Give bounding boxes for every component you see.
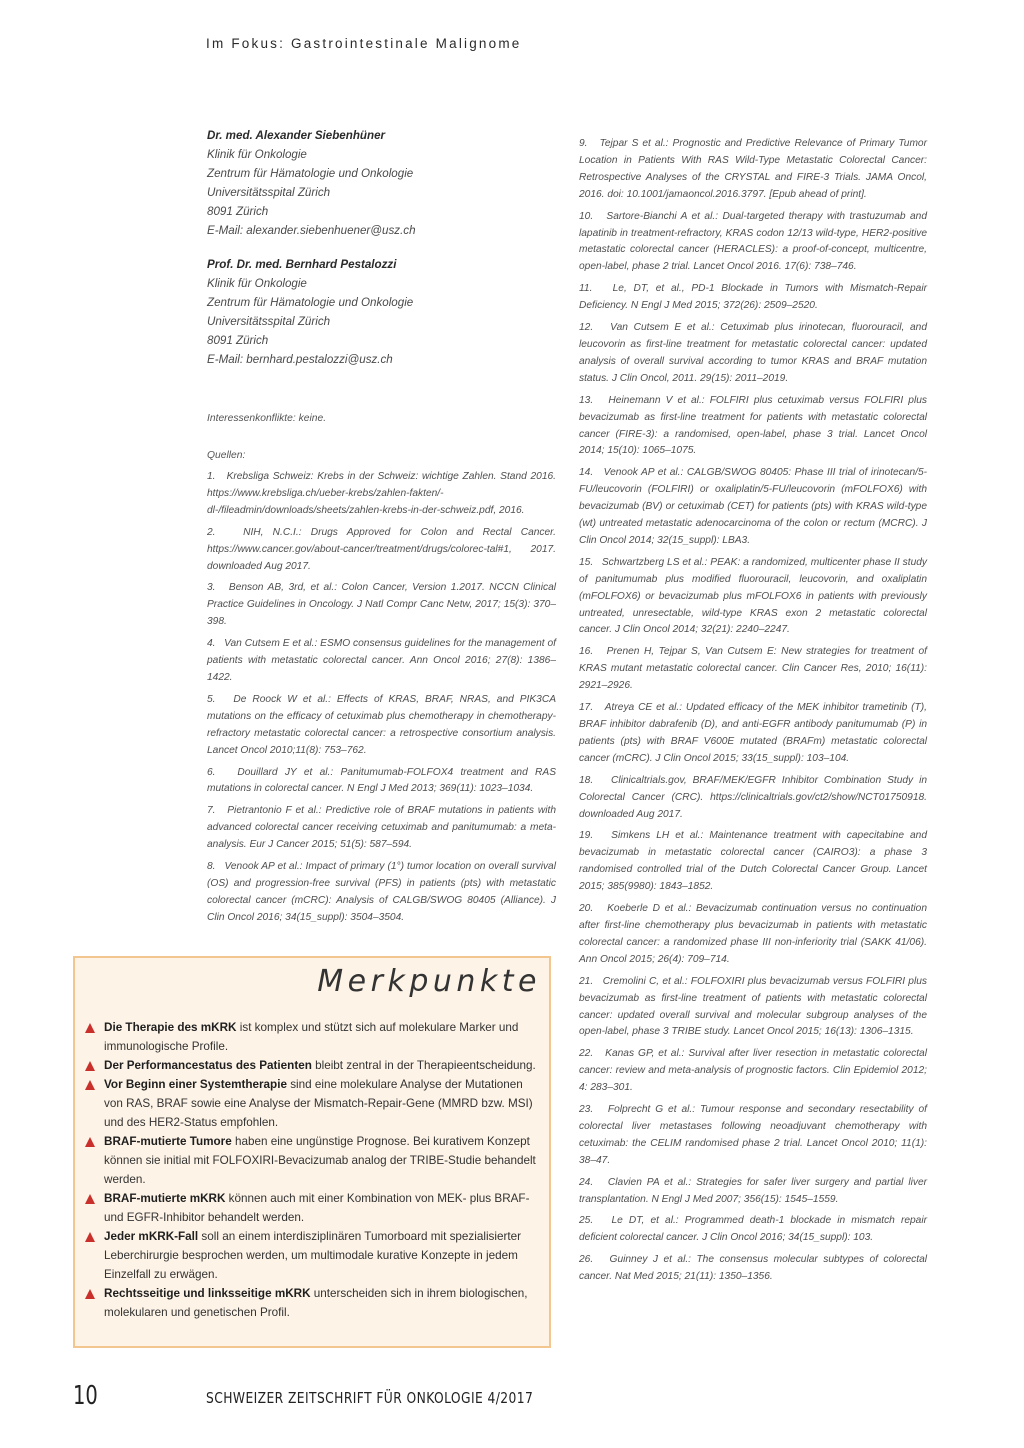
reference-item: 24. Clavien PA et al.: Strategies for safer liver surgery and partial liver transplantation. N Engl J Med 2007; 356(15): 1545–1559. [579, 1176, 927, 1205]
author-line: Klinik für Onkologie [207, 277, 307, 290]
key-point-item [85, 1189, 540, 1227]
key-point-text: können auch mit einer Kombination von MEK- plus BRAF- und EGFR-Inhibitor behandelt werden. [104, 1192, 530, 1224]
reference-item: 15. Schwartzberg LS et al.: PEAK: a randomized, multicenter phase II study of panitumumab plus modified fluorouracil, leucovorin, and oxaliplatin (mFOLFOX6) or bevacizumab plus mFOLFOX6 in patients with previously untreated, unresectable, wild-type KRAS exon 2 metastatic colorectal cancer. J Clin Oncol 2014; 32(21): 2240–2247. [579, 556, 927, 636]
reference-item: 11. Le, DT, et al., PD-1 Blockade in Tumors with Mismatch-Repair Deficiency. N Engl J Med 2015; 372(26): 2509–2520. [579, 283, 927, 312]
triangle-bullet-icon [85, 1289, 95, 1299]
reference-item: 7. Pietrantonio F et al.: Predictive role of BRAF mutations in patients with advanced colorectal cancer receiving cetuximab and panitumumab: a meta-analysis. Eur J Cancer 2015; 51(5): 587–594. [207, 805, 556, 851]
key-point-lead: BRAF-mutierte Tumore [104, 1135, 232, 1148]
author-email: E-Mail: alexander.siebenhuener@usz.ch [207, 224, 416, 237]
key-point-lead: BRAF-mutierte mKRK [104, 1192, 226, 1205]
reference-item: 17. Atreya CE et al.: Updated efficacy of the MEK inhibitor trametinib (T), BRAF inhibitor dabrafenib (D), and anti-EGFR antibody panitumumab (P) in patients (pts) with BRAF V600E mutated (BRAFm) metastatic colorectal cancer (mCRC). J Clin Oncol 2015; 33(15_suppl): 103–104. [579, 702, 927, 764]
key-point-text: sind eine molekulare Analyse der Mutationen von RAS, BRAF sowie eine Analyse der Mismatch-Repair-Gene (MMRD bzw. MSI) und des HER2-Status empfohlen. [104, 1078, 533, 1129]
key-points-list [85, 1018, 540, 1322]
triangle-bullet-icon [85, 1137, 95, 1147]
key-point-lead: Vor Beginn einer Systemtherapie [104, 1078, 287, 1091]
author-name: Prof. Dr. med. Bernhard Pestalozzi [207, 258, 397, 271]
author-line: Zentrum für Hämatologie und Onkologie [207, 167, 414, 180]
key-point-item [85, 1132, 540, 1189]
reference-item: 12. Van Cutsem E et al.: Cetuximab plus irinotecan, fluorouracil, and leucovorin as first-line treatment for metastatic colorectal cancer: updated analysis of overall survival according to tumor KRAS and BRAF mutation status. J Clin Oncol, 2011. 29(15): 2011–2019. [579, 322, 927, 384]
key-point-item [85, 1284, 540, 1322]
left-column [207, 126, 556, 932]
reference-item: 4. Van Cutsem E et al.: ESMO consensus guidelines for the management of patients with metastatic colorectal cancer. Ann Oncol 2016; 27(8): 1386–1422. [207, 638, 556, 683]
sources-heading: Quellen: [207, 450, 246, 461]
key-point-text: bleibt zentral in der Therapieentscheidung. [311, 1059, 536, 1072]
reference-item: 19. Simkens LH et al.: Maintenance treatment with capecitabine and bevacizumab in metastatic colorectal cancer (CAIRO3): a phase 3 randomised controlled trial of the Dutch Colorectal Cancer Group. Lancet 2015; 385(9980): 1843–1852. [579, 830, 927, 893]
reference-item: 3. Benson AB, 3rd, et al.: Colon Cancer, Version 1.2017. NCCN Clinical Practice Guidelines in Oncology. J Natl Compr Canc Netw, 2017; 15(3): 370–398. [207, 582, 556, 628]
triangle-bullet-icon [85, 1061, 95, 1071]
right-column [579, 136, 927, 1291]
reference-item: 23. Folprecht G et al.: Tumour response and secondary resectability of colorectal liver metastases following neoadjuvant chemotherapy with cetuximab: the CELIM randomised phase 2 trial. Lancet Oncol 2010; 11(1): 38–47. [579, 1104, 927, 1166]
author-block [207, 255, 556, 369]
author-name: Dr. med. Alexander Siebenhüner [207, 129, 386, 142]
author-line: Universitätsspital Zürich [207, 186, 331, 199]
reference-item: 26. Guinney J et al.: The consensus molecular subtypes of colorectal cancer. Nat Med 2015; 21(11): 1350–1356. [579, 1254, 927, 1283]
reference-item: 16. Prenen H, Tejpar S, Van Cutsem E: New strategies for treatment of KRAS mutant metastatic colorectal cancer. Clin Cancer Res, 2010; 16(11): 2921–2926. [579, 646, 927, 692]
author-line: 8091 Zürich [207, 205, 269, 218]
key-points-box [73, 956, 551, 1348]
author-block [207, 126, 556, 240]
key-point-lead: Jeder mKRK-Fall [104, 1230, 199, 1243]
reference-item: 9. Tejpar S et al.: Prognostic and Predictive Relevance of Primary Tumor Location in Patients With RAS Wild-Type Metastatic Colorectal Cancer: Retrospective Analyses of the CRYSTAL and FIRE-3 Trials. JAMA Oncol, 2016. doi: 10.1001/jamaoncol.2016.3797. [Epub ahead of print]. [579, 138, 927, 200]
author-line: Klinik für Onkologie [207, 148, 307, 161]
key-point-text: ist komplex und stützt sich auf molekulare Marker und immunologische Profile. [104, 1021, 519, 1053]
running-header: Im Fokus: Gastrointestinale Malignome [206, 36, 522, 51]
key-point-item [85, 1227, 540, 1284]
reference-item: 10. Sartore-Bianchi A et al.: Dual-targeted therapy with trastuzumab and lapatinib in treatment-refractory, KRAS codon 12/13 wild-type, HER2-positive metastatic colorectal cancer (HERACLES): a proof-of-concept, multicentre, open-label, phase 2 trial. Lancet Oncol 2016. 17(6): 738–746. [579, 210, 927, 273]
key-point-lead: Der Performancestatus des Patienten [104, 1059, 312, 1072]
triangle-bullet-icon [85, 1232, 95, 1242]
key-point-item [85, 1056, 540, 1075]
reference-list-left [207, 469, 556, 927]
author-line: 8091 Zürich [207, 334, 269, 347]
triangle-bullet-icon [85, 1080, 95, 1090]
author-line: Zentrum für Hämatologie und Onkologie [207, 296, 414, 309]
author-line: Universitätsspital Zürich [207, 315, 331, 328]
page-number: 10 [73, 1381, 98, 1411]
key-point-text: soll an einem interdisziplinären Tumorboard mit spezialisierter Leberchirurgie besprochen werden, um multimodale kurative Konzepte in jedem Einzelfall zu erwägen. [104, 1230, 522, 1281]
key-point-item [85, 1018, 540, 1056]
journal-name: SCHWEIZER ZEITSCHRIFT FÜR ONKOLOGIE 4/2017 [206, 1389, 534, 1407]
reference-item: 13. Heinemann V et al.: FOLFIRI plus cetuximab versus FOLFIRI plus bevacizumab as first-line treatment for patients with metastatic colorectal cancer (FIRE-3): a randomised, open-label, phase 3 trial. Lancet Oncol 2014; 15(10): 1065–1075. [579, 394, 927, 457]
reference-item: 5. De Roock W et al.: Effects of KRAS, BRAF, NRAS, and PIK3CA mutations on the efficacy of cetuximab plus chemotherapy in chemotherapy-refractory metastatic colorectal cancer: a retrospective consortium analysis. Lancet Oncol 2010;11(8): 753–762. [207, 693, 556, 756]
key-point-lead: Rechtsseitige und linksseitige mKRK [104, 1287, 311, 1300]
conflict-of-interest: Interessenkonflikte: keine. [207, 413, 327, 424]
key-point-lead: Die Therapie des mKRK [104, 1021, 237, 1034]
key-point-item [85, 1075, 540, 1132]
reference-item: 2. NIH, N.C.I.: Drugs Approved for Colon and Rectal Cancer. https://www.cancer.gov/about-cancer/treatment/drugs/colorec-tal#1, 2017. downloaded Aug 2017. [207, 526, 556, 572]
reference-item: 18. Clinicaltrials.gov, BRAF/MEK/EGFR Inhibitor Combination Study in Colorectal Cancer (CRC). https://clinicaltrials.gov/ct2/show/NCT01750918. downloaded Aug 2017. [579, 774, 927, 820]
reference-list-right [579, 136, 927, 1286]
reference-item: 1. Krebsliga Schweiz: Krebs in der Schweiz: wichtige Zahlen. Stand 2016. https://www.krebsliga.ch/ueber-krebs/zahlen-fakten/-dl-/fileadmin/downloads/sheets/zahlen-krebs-in-der-schweiz.pdf, 2016. [207, 471, 556, 516]
triangle-bullet-icon [85, 1023, 95, 1033]
key-point-text: haben eine ungünstige Prognose. Bei kurativem Konzept können sie initial mit FOLFOXIRI-Bevacizumab analog der TRIBE-Studie behandelt werden. [104, 1135, 536, 1186]
reference-item: 20. Koeberle D et al.: Bevacizumab continuation versus no continuation after first-line chemotherapy plus bevacizumab in patients with metastatic colorectal cancer: a randomized phase III non-inferiority trial (SAKK 41/06). Ann Oncol 2015; 26(4): 709–714. [579, 903, 927, 965]
reference-item: 21. Cremolini C, et al.: FOLFOXIRI plus bevacizumab versus FOLFIRI plus bevacizumab as first-line treatment of patients with metastatic colorectal cancer: updated overall survival and molecular subgroup analyses of the open-label, phase 3 TRIBE study. Lancet Oncol 2015; 16(13): 1306–1315. [579, 975, 927, 1038]
reference-item: 6. Douillard JY et al.: Panitumumab-FOLFOX4 treatment and RAS mutations in colorectal cancer. N Engl J Med 2013; 369(11): 1023–1034. [207, 766, 556, 795]
reference-item: 14. Venook AP et al.: CALGB/SWOG 80405: Phase III trial of irinotecan/5-FU/leucovorin (FOLFIRI) or oxaliplatin/5-FU/leucovorin (mFOLFOX6) with bevacizumab (BV) or cetuximab (CET) for patients (pts) with KRAS wild-type (wt) untreated metastatic adenocarcinoma of the colon or rectum (MCRC). J Clin Oncol 2014; 32(15_suppl): LBA3. [579, 467, 927, 546]
key-point-text: unterscheiden sich in ihrem biologischen, molekularen und genetischen Profil. [104, 1287, 528, 1319]
reference-item: 25. Le DT, et al.: Programmed death-1 blockade in mismatch repair deficient colorectal cancer. J Clin Oncol 2016; 34(15_suppl): 103. [579, 1215, 927, 1244]
reference-item: 22. Kanas GP, et al.: Survival after liver resection in metastatic colorectal cancer: review and meta-analysis of prognostic factors. Clin Epidemiol 2012; 4: 283–301. [579, 1048, 927, 1094]
key-points-title: Merkpunkte [317, 964, 541, 999]
author-email: E-Mail: bernhard.pestalozzi@usz.ch [207, 353, 393, 366]
reference-item: 8. Venook AP et al.: Impact of primary (1°) tumor location on overall survival (OS) and progression-free survival (PFS) in patients (pts) with metastatic colorectal cancer (mCRC): Analysis of CALGB/SWOG 80405 (Alliance). J Clin Oncol 2016; 34(15_suppl): 3504–3504. [207, 861, 556, 923]
triangle-bullet-icon [85, 1194, 95, 1204]
